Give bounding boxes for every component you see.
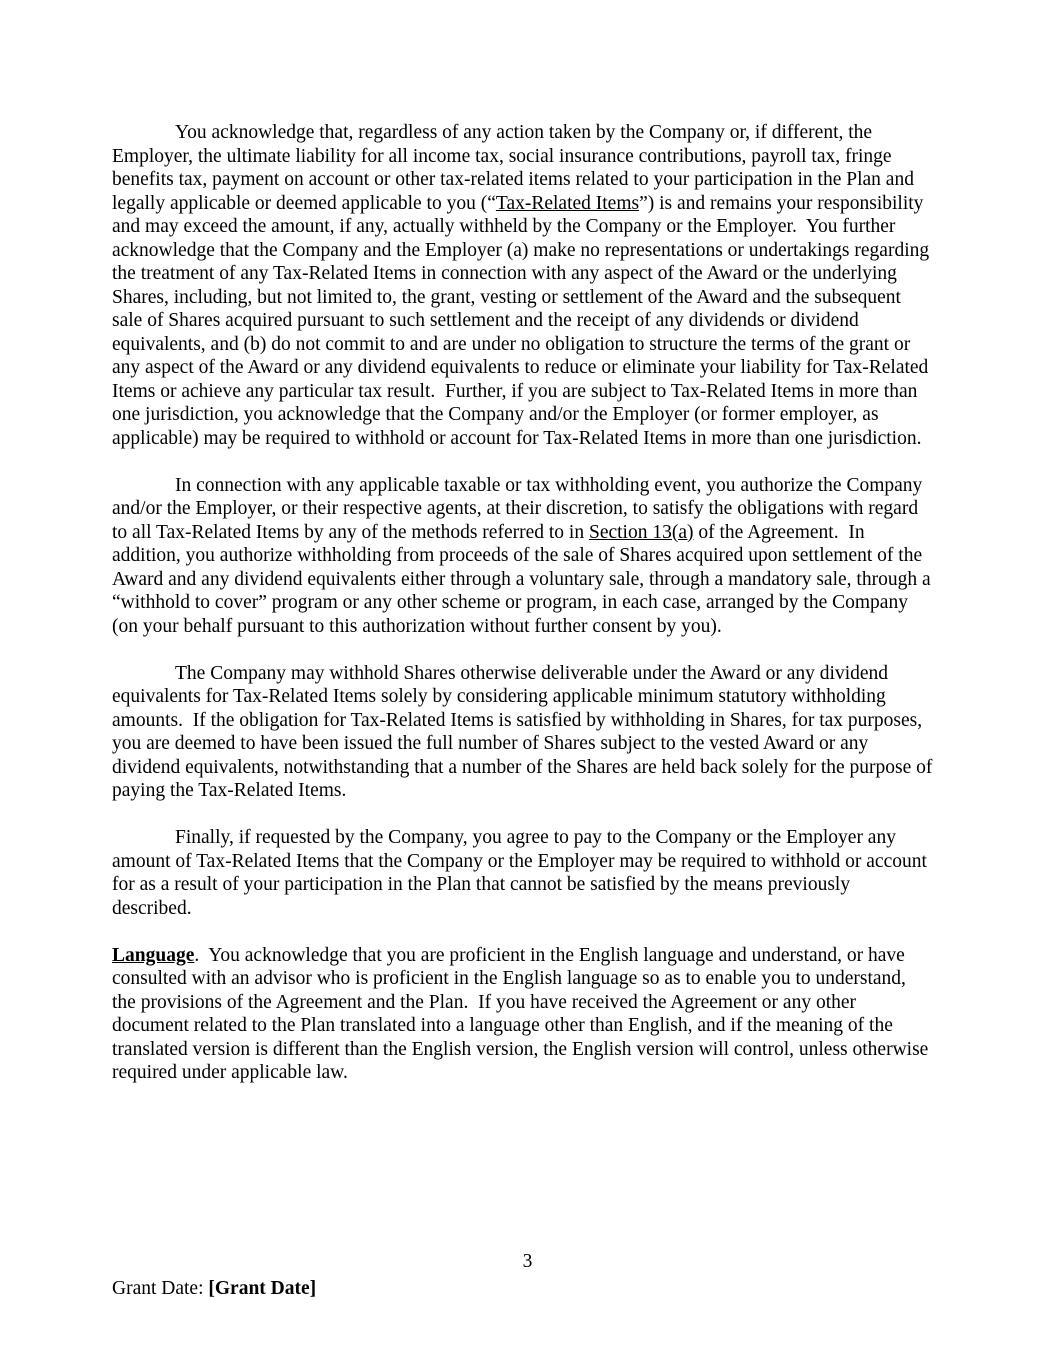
paragraph-tax-liability: [112, 121, 933, 450]
text-run: The Company may withhold Shares otherwise deliverable under the Award or any dividend equivalents for Tax-Related Items solely by considering applicable minimum statutory withholding amounts. If the obligation for Tax-Related Items is satisfied by withholding in Shares, for tax purposes, you are deemed to have been issued the full number of Shares subject to the vested Award or any dividend equivalents, notwithstanding that a number of the Shares are held back solely for the purpose of paying the Tax-Related Items.: [112, 662, 938, 801]
text-run: Section 13(a): [588, 521, 694, 543]
text-run: Grant Date:: [112, 1278, 209, 1299]
paragraph-language: [112, 944, 933, 1085]
text-run: of the Agreement. In addition, you authorize withholding from proceeds of the sale of Shares acquired upon settlement of the Award and any dividend equivalents either through a voluntary sale, through a mandatory sale, through a “withhold to cover” program or any other scheme or program, in each case, arranged by the Company (on your behalf pursuant to this authorization without further consent by you).: [112, 521, 936, 637]
paragraph-payment-obligation: [112, 826, 933, 920]
paragraph-share-withholding: [112, 662, 938, 803]
text-run: [Grant Date]: [208, 1278, 317, 1299]
page-number: 3: [522, 1251, 533, 1272]
paragraph-withholding-authorization: [112, 474, 936, 639]
text-run: ”) is and remains your responsibility and may exceed the amount, if any, actually withheld by the Company or the Employer. You further acknowledge that the Company and the Employer (a) make no representations or undertakings regarding the treatment of any Tax-Related Items in connection with any aspect of the Award or the underlying Shares, including, but not limited to, the grant, vesting or settlement of the Award and the subsequent sale of Shares acquired pursuant to such settlement and the receipt of any dividends or dividend equivalents, and (b) do not commit to and are under no obligation to structure the terms of the grant or any aspect of the Award or any dividend equivalents to reduce or eliminate your liability for Tax-Related Items or achieve any particular tax result. Further, if you are subject to Tax-Related Items in more than one jurisdiction, you acknowledge that the Company and/or the Employer (or former employer, as applicable) may be required to withhold or account for Tax-Related Items in more than one jurisdiction.: [112, 192, 934, 449]
text-run: In connection with any applicable taxable or tax withholding event, you authorize the Company and/or the Employer, or their respective agents, at their discretion, to satisfy the obligations with regard to all Tax-Related Items by any of the methods referred to in: [112, 474, 928, 543]
text-run: Language: [112, 944, 195, 966]
text-run: Finally, if requested by the Company, you agree to pay to the Company or the Employer any amount of Tax-Related Items that the Company or the Employer may be required to withhold or account for as a result of your participation in the Plan that cannot be satisfied by the means previously described.: [112, 827, 932, 919]
grant-date-line: [112, 1277, 316, 1301]
text-run: Tax-Related Items: [495, 192, 640, 214]
document-body: [112, 121, 938, 1108]
text-run: . You acknowledge that you are proficient in the English language and understand, or have consulted with an advisor who is proficient in the English language so as to enable you to understand, the provisions of the Agreement and the Plan. If you have received the Agreement or any other document related to the Plan translated into a language other than English, and if the meaning of the translated version is different than the English version, the English version will control, unless otherwise required under applicable law.: [112, 944, 934, 1083]
text-run: You acknowledge that, regardless of any action taken by the Company or, if different, the Employer, the ultimate liability for all income tax, social insurance contributions, payroll tax, fringe benefits tax, payment on account or other tax-related items related to your participation in the Plan and legally applicable or deemed applicable to you (“: [112, 122, 919, 214]
